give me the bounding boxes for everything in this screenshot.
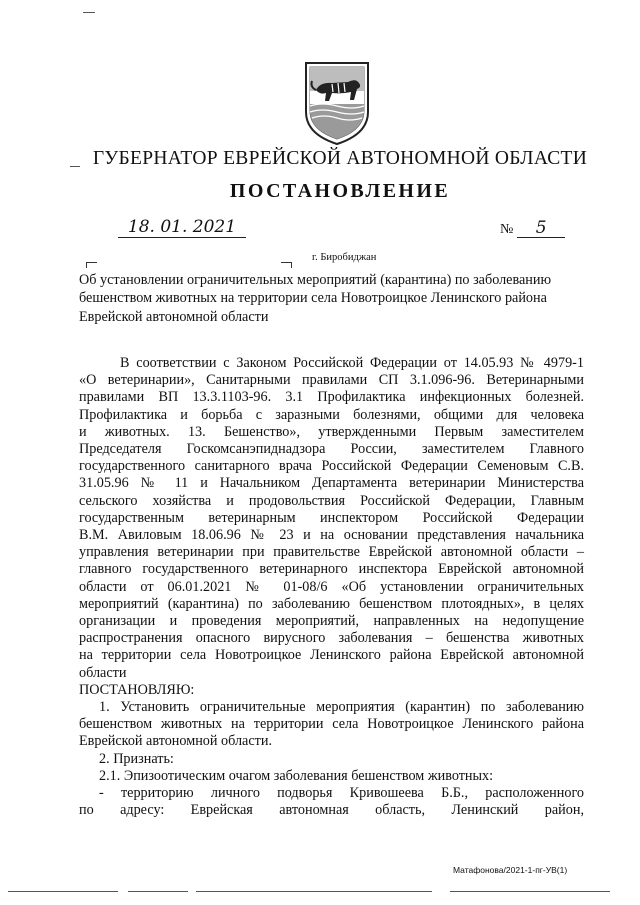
subject-corner-right bbox=[281, 262, 292, 268]
subject-line: бешенством животных на территории села Новотроицкое Ленинского района bbox=[79, 290, 547, 307]
city-label: г. Биробиджан bbox=[312, 252, 377, 263]
scan-mark bbox=[128, 891, 188, 892]
preamble-line: сельского хозяйства и продовольствия Российской Федерации, Главным bbox=[79, 492, 584, 509]
preamble-line: области bbox=[79, 664, 127, 681]
scan-mark bbox=[8, 891, 118, 892]
preamble-line: В соответствии с Законом Российской Федерации от 14.05.93 № 4979-1 bbox=[120, 355, 584, 371]
preamble-line: В.М. Авиловым 18.06.96 № 23 и на основании представления начальника bbox=[79, 527, 584, 544]
document-number bbox=[500, 219, 565, 238]
preamble-line: организации и проведения мероприятий, направленных на недопущение bbox=[79, 613, 584, 630]
scan-mark bbox=[450, 891, 610, 892]
preamble-line: Председателя Госкомсанэпиднадзора России, заместителем Главного bbox=[79, 441, 584, 458]
preamble-line: управления ветеринарии при правительстве Еврейской автономной области – bbox=[79, 544, 584, 561]
scan-mark bbox=[83, 12, 95, 13]
subject-line: Об установлении ограничительных мероприятий (карантина) по заболеванию bbox=[79, 272, 552, 288]
bullet-line: по адресу: Еврейская автономная область, Ленинский район, bbox=[79, 802, 584, 819]
preamble-line: государственным ветеринарным инспектором Российской Федерации bbox=[79, 509, 584, 526]
preamble-line: распространения опасного вирусного заболевания – бешенства животных bbox=[79, 630, 584, 647]
issuer-title: ГУБЕРНАТОР ЕВРЕЙСКОЙ АВТОНОМНОЙ ОБЛАСТИ bbox=[92, 148, 588, 169]
item-1-line: Еврейской автономной области. bbox=[79, 733, 272, 750]
preamble-line: мероприятий (карантина) по заболеванию бешенством плотоядных», в целях bbox=[79, 595, 584, 612]
preamble-line: на территории села Новотроицкое Ленинского района Еврейской автономной bbox=[79, 647, 584, 664]
preamble-line: и животных. 13. Бешенство», утвержденными Первым заместителем bbox=[79, 423, 584, 440]
preamble-line: 31.05.96 № 11 и Начальником Департамента ветеринарии Министерства bbox=[79, 475, 584, 492]
document-subject bbox=[79, 271, 584, 326]
bullet-line: - территорию личного подворья Кривошеева Б.Б., расположенного bbox=[99, 785, 584, 802]
preamble-line: государственного санитарного врача Российской Федерации Семеновым С.В. bbox=[79, 458, 584, 475]
resolve-heading: ПОСТАНОВЛЯЮ: bbox=[79, 681, 195, 698]
scan-mark bbox=[196, 891, 432, 892]
item-1-line: бешенством животных на территории села Новотроицкое Ленинского района bbox=[79, 716, 584, 733]
document-type-heading: ПОСТАНОВЛЕНИЕ bbox=[229, 180, 451, 202]
scan-mark bbox=[70, 166, 80, 167]
preamble-line: Профилактика и борьба с заразными болезнями, общими для человека bbox=[79, 406, 584, 423]
preamble-line: правилами ВП 13.3.1103-96. 3.1 Профилактика инфекционных болезней. bbox=[79, 389, 584, 406]
subject-corner-left bbox=[86, 262, 97, 268]
coat-of-arms-emblem bbox=[302, 60, 372, 146]
item-1-line: 1. Установить ограничительные мероприятия (карантин) по заболеванию bbox=[99, 699, 584, 716]
item-2-1: 2.1. Эпизоотическим очагом заболевания бешенством животных: bbox=[99, 767, 494, 784]
item-2: 2. Признать: bbox=[99, 750, 174, 767]
document-body bbox=[79, 355, 584, 819]
subject-line: Еврейской автономной области bbox=[79, 308, 269, 325]
number-value: 5 bbox=[517, 219, 565, 238]
preamble-line: главного государственного ветеринарного инспектора Еврейской автономной bbox=[79, 561, 584, 578]
number-sign: № bbox=[500, 222, 514, 237]
preamble-line: области от 06.01.2021 № 01-08/6 «Об установлении ограничительных bbox=[79, 578, 584, 595]
preamble-line: «О ветеринарии», Санитарными правилами СП 3.1.096-96. Ветеринарными bbox=[79, 372, 584, 389]
footer-code: Матафонова/2021-1-пг-УВ(1) bbox=[453, 865, 568, 875]
document-date: 18. 01. 2021 bbox=[118, 217, 246, 238]
